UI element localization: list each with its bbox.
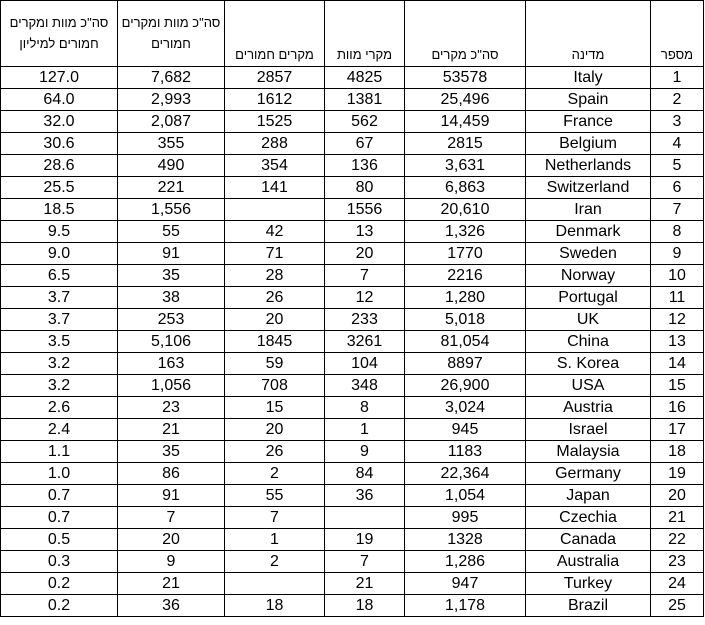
column-header-deaths: מקרי מוות — [325, 1, 405, 67]
cell-deaths: 4825 — [325, 67, 405, 89]
cell-total-dead-severe: 1,056 — [118, 375, 225, 397]
cell-total-cases: 8897 — [405, 353, 526, 375]
cell-total-dead-severe: 2,087 — [118, 111, 225, 133]
cell-number: 8 — [651, 221, 704, 243]
cell-total-dead-severe: 23 — [118, 397, 225, 419]
cell-severe: 20 — [225, 309, 325, 331]
cell-number: 10 — [651, 265, 704, 287]
column-header-country: מדינה — [526, 1, 651, 67]
cell-number: 4 — [651, 133, 704, 155]
cell-total-cases: 25,496 — [405, 89, 526, 111]
cell-number: 17 — [651, 419, 704, 441]
cell-per-million: 18.5 — [1, 199, 118, 221]
cell-per-million: 2.4 — [1, 419, 118, 441]
cell-total-dead-severe: 91 — [118, 485, 225, 507]
cell-number: 9 — [651, 243, 704, 265]
column-header-total-dead-severe: סה"כ מוות ומקרים חמורים — [118, 1, 225, 67]
cell-country: France — [526, 111, 651, 133]
table-body — [1, 67, 704, 617]
cell-total-cases: 81,054 — [405, 331, 526, 353]
table-row — [1, 463, 704, 485]
cell-per-million: 3.5 — [1, 331, 118, 353]
cell-total-dead-severe: 38 — [118, 287, 225, 309]
cell-country: Czechia — [526, 507, 651, 529]
table-row — [1, 199, 704, 221]
cell-total-dead-severe: 86 — [118, 463, 225, 485]
cell-severe: 2857 — [225, 67, 325, 89]
cell-severe: 1 — [225, 529, 325, 551]
column-header-per-million: סה"כ מוות ומקרים חמורים למיליון — [1, 1, 118, 67]
cell-total-dead-severe: 21 — [118, 573, 225, 595]
cell-country: Spain — [526, 89, 651, 111]
cell-total-dead-severe: 35 — [118, 441, 225, 463]
cell-severe: 71 — [225, 243, 325, 265]
cell-deaths: 562 — [325, 111, 405, 133]
cell-total-dead-severe: 35 — [118, 265, 225, 287]
column-header-number: מספר — [651, 1, 704, 67]
cell-total-cases: 1,326 — [405, 221, 526, 243]
cell-country: Japan — [526, 485, 651, 507]
cell-country: Iran — [526, 199, 651, 221]
cell-number: 15 — [651, 375, 704, 397]
cell-deaths: 348 — [325, 375, 405, 397]
table-row — [1, 67, 704, 89]
cell-total-cases: 1,054 — [405, 485, 526, 507]
cell-number: 6 — [651, 177, 704, 199]
cell-country: Netherlands — [526, 155, 651, 177]
cell-country: Italy — [526, 67, 651, 89]
cell-country: Brazil — [526, 595, 651, 617]
cell-severe: 288 — [225, 133, 325, 155]
table-row — [1, 309, 704, 331]
cell-per-million: 6.5 — [1, 265, 118, 287]
cell-total-dead-severe: 91 — [118, 243, 225, 265]
cell-number: 14 — [651, 353, 704, 375]
cell-deaths: 19 — [325, 529, 405, 551]
cell-severe — [225, 573, 325, 595]
cell-severe: 2 — [225, 463, 325, 485]
cell-per-million: 1.0 — [1, 463, 118, 485]
cell-deaths: 1556 — [325, 199, 405, 221]
cell-severe: 59 — [225, 353, 325, 375]
cell-total-cases: 1183 — [405, 441, 526, 463]
cell-severe: 1845 — [225, 331, 325, 353]
cell-number: 7 — [651, 199, 704, 221]
cell-per-million: 32.0 — [1, 111, 118, 133]
cell-per-million: 3.2 — [1, 375, 118, 397]
table-row — [1, 573, 704, 595]
table-row — [1, 133, 704, 155]
table-row — [1, 419, 704, 441]
cell-per-million: 3.2 — [1, 353, 118, 375]
cell-number: 12 — [651, 309, 704, 331]
cell-deaths: 104 — [325, 353, 405, 375]
cell-number: 23 — [651, 551, 704, 573]
column-header-severe: מקרים חמורים — [225, 1, 325, 67]
cell-deaths: 84 — [325, 463, 405, 485]
cell-severe: 18 — [225, 595, 325, 617]
table-row — [1, 265, 704, 287]
cell-total-cases: 2815 — [405, 133, 526, 155]
cell-number: 5 — [651, 155, 704, 177]
cell-deaths: 20 — [325, 243, 405, 265]
cell-per-million: 0.2 — [1, 595, 118, 617]
cell-total-cases: 1,280 — [405, 287, 526, 309]
cell-deaths: 12 — [325, 287, 405, 309]
cell-total-cases: 6,863 — [405, 177, 526, 199]
cell-total-dead-severe: 2,993 — [118, 89, 225, 111]
cell-deaths: 9 — [325, 441, 405, 463]
cell-total-dead-severe: 221 — [118, 177, 225, 199]
cell-per-million: 25.5 — [1, 177, 118, 199]
cell-country: Belgium — [526, 133, 651, 155]
cell-severe: 1612 — [225, 89, 325, 111]
cell-country: Sweden — [526, 243, 651, 265]
cell-country: Portugal — [526, 287, 651, 309]
cell-total-cases: 1,286 — [405, 551, 526, 573]
table-row — [1, 177, 704, 199]
table-row — [1, 507, 704, 529]
cell-deaths: 21 — [325, 573, 405, 595]
cell-deaths: 8 — [325, 397, 405, 419]
column-header-total-cases: סה"כ מקרים — [405, 1, 526, 67]
cell-number: 22 — [651, 529, 704, 551]
cell-total-cases: 14,459 — [405, 111, 526, 133]
cell-per-million: 1.1 — [1, 441, 118, 463]
cell-per-million: 28.6 — [1, 155, 118, 177]
cell-per-million: 2.6 — [1, 397, 118, 419]
table-row — [1, 243, 704, 265]
cell-severe: 7 — [225, 507, 325, 529]
table-row — [1, 89, 704, 111]
cell-deaths: 136 — [325, 155, 405, 177]
cell-country: Israel — [526, 419, 651, 441]
table-row — [1, 397, 704, 419]
cell-country: Malaysia — [526, 441, 651, 463]
cell-total-cases: 26,900 — [405, 375, 526, 397]
cell-number: 13 — [651, 331, 704, 353]
table-row — [1, 287, 704, 309]
cell-number: 16 — [651, 397, 704, 419]
cell-number: 20 — [651, 485, 704, 507]
cell-total-cases: 53578 — [405, 67, 526, 89]
cell-total-dead-severe: 7 — [118, 507, 225, 529]
cell-deaths: 80 — [325, 177, 405, 199]
cell-total-cases: 945 — [405, 419, 526, 441]
cell-deaths: 3261 — [325, 331, 405, 353]
cell-total-cases: 5,018 — [405, 309, 526, 331]
cell-country: Austria — [526, 397, 651, 419]
cell-number: 3 — [651, 111, 704, 133]
cell-severe: 26 — [225, 287, 325, 309]
cell-per-million: 30.6 — [1, 133, 118, 155]
cell-total-dead-severe: 253 — [118, 309, 225, 331]
cell-severe: 708 — [225, 375, 325, 397]
cell-total-cases: 2216 — [405, 265, 526, 287]
cell-total-cases: 3,631 — [405, 155, 526, 177]
cell-number: 19 — [651, 463, 704, 485]
cell-severe — [225, 199, 325, 221]
cell-country: Switzerland — [526, 177, 651, 199]
cell-total-cases: 947 — [405, 573, 526, 595]
cell-per-million: 9.5 — [1, 221, 118, 243]
cell-number: 18 — [651, 441, 704, 463]
cell-total-dead-severe: 355 — [118, 133, 225, 155]
cell-total-dead-severe: 5,106 — [118, 331, 225, 353]
cell-per-million: 3.7 — [1, 287, 118, 309]
cell-country: USA — [526, 375, 651, 397]
cell-deaths — [325, 507, 405, 529]
cell-total-dead-severe: 36 — [118, 595, 225, 617]
cell-deaths: 7 — [325, 265, 405, 287]
cell-per-million: 0.2 — [1, 573, 118, 595]
table-row — [1, 529, 704, 551]
cell-severe: 2 — [225, 551, 325, 573]
cell-number: 21 — [651, 507, 704, 529]
cell-total-dead-severe: 163 — [118, 353, 225, 375]
cell-per-million: 0.7 — [1, 485, 118, 507]
cell-total-cases: 995 — [405, 507, 526, 529]
cell-deaths: 67 — [325, 133, 405, 155]
cell-total-dead-severe: 20 — [118, 529, 225, 551]
cell-total-dead-severe: 21 — [118, 419, 225, 441]
cell-number: 2 — [651, 89, 704, 111]
cell-deaths: 233 — [325, 309, 405, 331]
cell-per-million: 127.0 — [1, 67, 118, 89]
table-row — [1, 221, 704, 243]
cell-severe: 20 — [225, 419, 325, 441]
cell-severe: 42 — [225, 221, 325, 243]
cell-per-million: 64.0 — [1, 89, 118, 111]
cell-per-million: 9.0 — [1, 243, 118, 265]
table-row — [1, 353, 704, 375]
cell-number: 11 — [651, 287, 704, 309]
table-row — [1, 375, 704, 397]
cell-deaths: 13 — [325, 221, 405, 243]
table-row — [1, 595, 704, 617]
cell-total-cases: 20,610 — [405, 199, 526, 221]
cell-deaths: 1381 — [325, 89, 405, 111]
cell-number: 25 — [651, 595, 704, 617]
table-row — [1, 331, 704, 353]
cell-severe: 15 — [225, 397, 325, 419]
cell-total-dead-severe: 490 — [118, 155, 225, 177]
cell-country: Canada — [526, 529, 651, 551]
cell-deaths: 36 — [325, 485, 405, 507]
cell-total-dead-severe: 9 — [118, 551, 225, 573]
cell-country: Denmark — [526, 221, 651, 243]
cell-total-dead-severe: 7,682 — [118, 67, 225, 89]
cell-deaths: 7 — [325, 551, 405, 573]
cell-total-cases: 3,024 — [405, 397, 526, 419]
cell-country: Australia — [526, 551, 651, 573]
table-row — [1, 111, 704, 133]
cell-number: 1 — [651, 67, 704, 89]
table-row — [1, 485, 704, 507]
cell-country: UK — [526, 309, 651, 331]
table-row — [1, 441, 704, 463]
header-row — [1, 1, 704, 67]
table-row — [1, 551, 704, 573]
cell-severe: 1525 — [225, 111, 325, 133]
cell-per-million: 3.7 — [1, 309, 118, 331]
cell-number: 24 — [651, 573, 704, 595]
cell-total-dead-severe: 1,556 — [118, 199, 225, 221]
cell-country: China — [526, 331, 651, 353]
cell-total-cases: 1328 — [405, 529, 526, 551]
cell-country: S. Korea — [526, 353, 651, 375]
cell-deaths: 18 — [325, 595, 405, 617]
cell-severe: 55 — [225, 485, 325, 507]
cell-total-dead-severe: 55 — [118, 221, 225, 243]
cell-country: Germany — [526, 463, 651, 485]
table-row — [1, 155, 704, 177]
cell-deaths: 1 — [325, 419, 405, 441]
cell-severe: 354 — [225, 155, 325, 177]
cell-severe: 28 — [225, 265, 325, 287]
cell-country: Norway — [526, 265, 651, 287]
cell-severe: 141 — [225, 177, 325, 199]
cell-per-million: 0.5 — [1, 529, 118, 551]
cell-total-cases: 1,178 — [405, 595, 526, 617]
cell-per-million: 0.7 — [1, 507, 118, 529]
cell-country: Turkey — [526, 573, 651, 595]
cell-per-million: 0.3 — [1, 551, 118, 573]
cell-total-cases: 22,364 — [405, 463, 526, 485]
cell-severe: 26 — [225, 441, 325, 463]
cell-total-cases: 1770 — [405, 243, 526, 265]
